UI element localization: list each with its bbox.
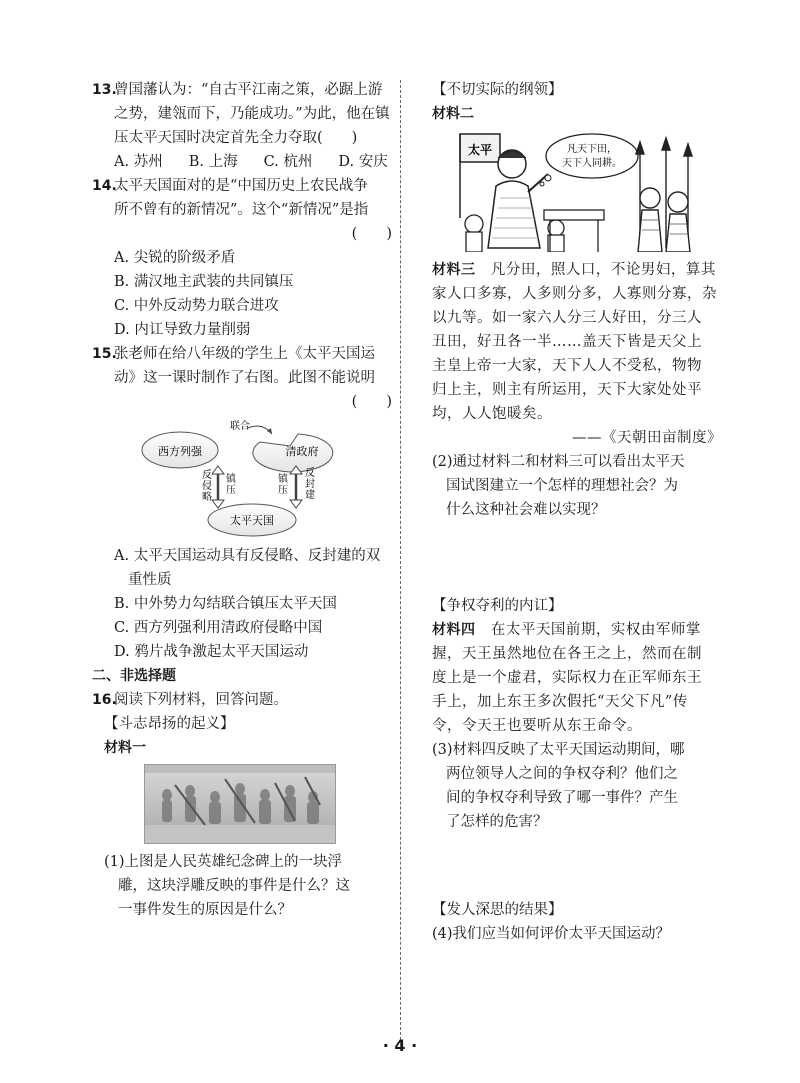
topic-bracket: 【争权夺利的内讧】 [432,598,563,614]
option-c[interactable]: C. 中外反动势力联合进攻 [114,298,279,314]
material-4-line: 手上，加上东王多次假托“天父下凡”传 [432,694,688,710]
sub-question-2: (2)通过材料二和材料三可以看出太平天 [432,454,685,470]
material-4-line: 度上是一个虚君，实际权力在正军师东王 [432,670,702,686]
union-label: 联合 [230,421,250,432]
topic-bracket: 【发人深思的结果】 [432,902,563,918]
option-c[interactable]: C. 西方列强利用清政府侵略中国 [114,620,323,636]
option-a[interactable]: A. 苏州 [114,154,163,170]
sub-question-2-continued: 什么这种社会难以实现？ [446,502,606,518]
option-d[interactable]: D. 安庆 [338,154,388,170]
page-number: · 4 · [382,1036,418,1055]
flag-text: 太平 [467,143,493,157]
section-heading: 二、非选择题 [92,668,176,684]
answer-space[interactable] [432,522,722,594]
sub-question-3-continued: 两位领导人之间的争权夺利？他们之 [446,766,678,782]
anti-invasion-label: 反侵略 [202,470,212,503]
sub-question-4: (4)我们应当如何评价太平天国运动？ [432,926,671,942]
options-row [92,150,392,174]
material-heading [432,102,722,126]
union-arrowhead [267,428,272,434]
material-label: 材料一 [104,740,146,756]
material-3-source: ——《天朝田亩制度》 [572,430,722,446]
suppress-right-label: 镇压 [278,474,288,496]
material-4-text: 在太平天国前期，实权由军师掌 [490,622,701,638]
option-d[interactable]: D. 内讧导致力量削弱 [114,322,251,338]
material-label: 材料四 [432,622,476,638]
option-a[interactable]: A. 太平天国运动具有反侵略、反封建的双 [114,548,381,564]
speech-bubble [546,134,638,178]
question-16 [92,688,392,712]
topic-bracket: 【不切实际的纲领】 [432,82,563,98]
answer-blank: ( ) [351,226,392,242]
sub-question-1: (1)上图是人民英雄纪念碑上的一块浮 [104,854,343,870]
option-c[interactable]: C. 杭州 [263,154,313,170]
qing-label: 清政府 [285,445,319,458]
bubble-line-2: 天下人同耕。 [562,158,622,169]
cartoon-illustration [444,128,700,252]
answer-blank: ( ) [351,394,392,410]
left-arrow-up [212,466,224,474]
answer-space[interactable] [432,834,722,898]
sub-question-1-continued: 雕，这块浮雕反映的事件是什么？这 [118,878,350,894]
left-arrow-down [212,500,224,508]
option-d[interactable]: D. 鸦片战争激起太平天国运动 [114,644,309,660]
material-3-line: 丑田，好丑各一半……盖天下皆是天父上 [432,334,702,350]
material-3-line: 以九等。如一家六人分三人好田，分三人 [432,310,702,326]
sub-question-2-continued: 国试图建立一个怎样的理想社会？为 [446,478,678,494]
material-3-line: 均，人人饱暖矣。 [432,406,552,422]
option-a[interactable]: A. 尖锐的阶级矛盾 [114,250,236,266]
column-divider [400,80,401,1040]
question-text-line: 压太平天国时决定首先全力夺取( ) [114,130,358,146]
material-4-line [432,618,722,642]
sub-question-3-continued: 了怎样的危害？ [446,814,548,830]
question-text-line: 曾国藩认为：“自古平江南之策，必踞上游 [114,82,383,98]
question-number: 16. [92,692,117,708]
question-14 [92,174,392,246]
left-column [92,78,392,922]
material-3-line [432,258,722,282]
question-text-line: 所不曾有的新情况”。这个“新情况”是指 [114,202,369,218]
option-b[interactable]: B. 中外势力勾结联合镇压太平天国 [114,596,337,612]
material-3-text: 凡分田，照人口，不论男妇，算其 [490,262,716,278]
question-text-line: 动》这一课时制作了右图。此图不能说明 [114,370,375,386]
diagram-svg [140,420,390,538]
cartoon-svg [444,128,700,252]
material-4-line: 令，令天王也要听从东王命令。 [432,718,642,734]
question-13 [92,78,392,150]
sub-question-3-continued: 间的争权夺利导致了哪一事件？产生 [446,790,678,806]
question-15 [92,342,392,414]
option-b[interactable]: B. 满汉地主武装的共同镇压 [114,274,294,290]
relationship-diagram [140,420,390,538]
material-label: 材料二 [432,106,474,122]
western-powers-label: 西方列强 [158,445,202,458]
question-number: 13. [92,82,117,98]
sub-question-3: (3)材料四反映了太平天国运动期间，哪 [432,742,685,758]
question-number: 15. [92,346,117,362]
material-3-line: 主皇上帝一大家，天下人人不受私，物物 [432,358,702,374]
right-arrow-down [290,500,302,508]
anti-feudal-label: 反封建 [305,468,315,501]
option-b[interactable]: B. 上海 [188,154,238,170]
suppress-left-label: 镇压 [226,474,236,496]
right-column [432,78,722,946]
option-a-continued: 重性质 [128,572,172,588]
material-heading [92,736,392,760]
sub-question-1-continued: 一事件发生的原因是什么？ [118,902,292,918]
question-text-line: 太平天国面对的是“中国历史上农民战争 [114,178,368,194]
material-3-line: 家人口多寡，人多则分多，人寡则分寡，杂 [432,286,717,302]
material-label: 材料三 [432,262,476,278]
bubble-line-1: 凡天下田， [567,144,617,155]
relief-svg [145,765,335,843]
question-number: 14. [92,178,117,194]
taiping-label: 太平天国 [230,514,274,527]
question-text-line: 张老师在给八年级的学生上《太平天国运 [114,346,375,362]
material-4-line: 握，天王虽然地位在各王之上，然而在制 [432,646,702,662]
question-text-line: 之势，建瓴而下，乃能成功。”为此，他在镇 [114,106,390,122]
material-3-line: 归上主，则主有所运用，天下大家处处平 [432,382,702,398]
relief-sculpture-image [144,764,336,844]
question-text-line: 阅读下列材料，回答问题。 [114,692,288,708]
topic-bracket: 【斗志昂扬的起义】 [104,716,235,732]
